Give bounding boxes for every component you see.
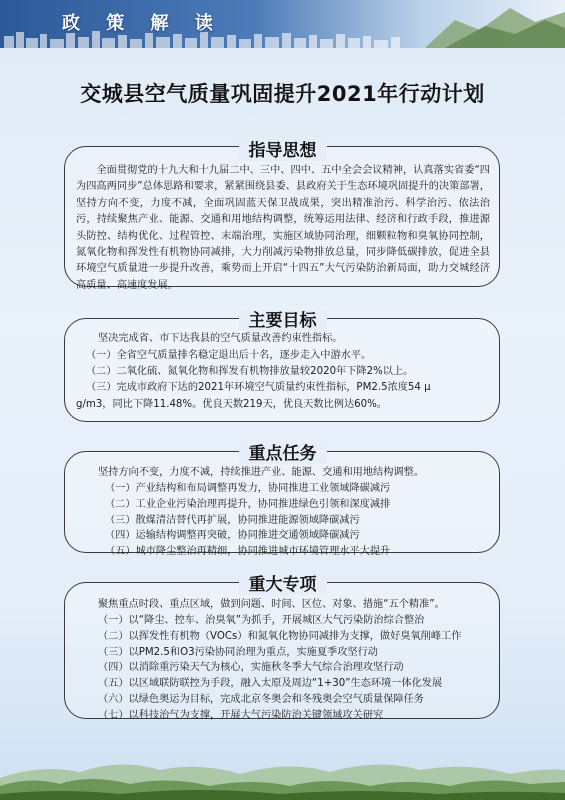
goals-list [86, 348, 431, 395]
projects-heading [0, 570, 565, 595]
project-item: （二）以挥发性有机物（VOCs）和氮氧化物协同减排为支撑，做好臭氧削峰工作 [98, 630, 462, 642]
landscape-illustration [0, 740, 565, 800]
guiding-heading [0, 136, 565, 161]
section-heading-text: 指导思想 [239, 141, 327, 161]
header-banner [0, 0, 565, 48]
goals-intro: 坚决完成省、市下达我县的空气质量改善约束性指标。 [98, 333, 343, 344]
project-item: （一）以“降尘、控车、治臭氧”为抓手，开展城区大气污染防治综合整治 [98, 615, 425, 626]
task-item: （二）工业企业污染治理再提升，协同推进绿色引领和深度减排 [105, 498, 391, 510]
tasks-intro: 坚持方向不变，力度不减，持续推进产业、能源、交通和用地结构调整。 [98, 467, 424, 478]
column-tag: 政 策 解 读 [62, 13, 223, 34]
tasks-list [105, 481, 390, 560]
task-item: （四）运输结构调整再突破，协同推进交通领域降碳减污 [105, 530, 360, 542]
goal-item-continued: g/m3，同比下降11.48%。优良天数219天，优良天数比例达60%。 [76, 399, 387, 410]
page-title: 交城县空气质量巩固提升2021年行动计划 [80, 82, 485, 106]
project-item: （四）以消除重污染天气为核心，实施秋冬季大气综合治理攻坚行动 [98, 662, 404, 674]
project-item: （三）以PM2.5和O3污染协同治理为重点，实施夏季攻坚行动 [98, 646, 378, 658]
goals-heading [0, 306, 565, 331]
project-item: （六）以绿色奥运为目标，完成北京冬奥会和冬残奥会空气质量保障任务 [98, 693, 424, 705]
goal-item: （一）全省空气质量排名稳定退出后十名，逐步走入中游水平。 [86, 350, 372, 361]
section-heading-text: 重大专项 [239, 575, 327, 595]
tasks-heading [0, 439, 565, 464]
projects-intro: 聚焦重点时段、重点区域，做到问题、时间、区位、对象、措施“五个精准”。 [98, 599, 445, 610]
goal-item: （三）完成市政府下达的2021年环境空气质量约束性指标，PM2.5浓度54 μ [86, 381, 431, 393]
guiding-text: 全面贯彻党的十九大和十九届二中、三中、四中、五中全会会议精神，认真落实省委“四为四高两同步”总体思路和要求，紧紧围绕县委、县政府关于生态环境巩固提升的决策部署，坚持方向不变，力度不减，全面巩固蓝天保卫战成果，突出精准治污、科学治污、依法治污，持续聚焦产业、能源、交通和用地结构调整，统筹运用法律、经济和行政手段，推进源头防控、结构优化、过程管控、末端治理，实施区域协同治理，细颗粒物和臭氧协同控制，氮氧化物和挥发性有机物协同减排，大力削减污染物排放总量，同步降低碳排放，促进全县环境空气质量进一步提升改善，乘势而上开启“十四五”大气污染防治新局面，助力交城经济高质量、高速度发展。 [76, 165, 490, 291]
goal-item: （二）二氧化硫、氮氧化物和挥发有机物排放量较2020年下降2%以上。 [86, 365, 414, 377]
task-item: （一）产业结构和布局调整再发力，协同推进工业领域降碳减污 [105, 483, 391, 494]
project-item: （七）以科技治气为支撑，开展大气污染防治关键领域攻关研究 [98, 709, 384, 721]
project-item: （五）以区域联防联控为手段，融入太原及周边“1+30”生态环境一体化发展 [98, 678, 443, 690]
section-heading-text: 主要目标 [239, 311, 327, 331]
task-item: （三）散煤清洁替代再扩展，协同推进能源领域降碳减污 [105, 514, 360, 526]
task-item: （五）城市降尘整治再精细，协同推进城市环境管理水平大提升 [105, 546, 391, 558]
projects-list [98, 613, 461, 724]
section-heading-text: 重点任务 [239, 444, 327, 464]
